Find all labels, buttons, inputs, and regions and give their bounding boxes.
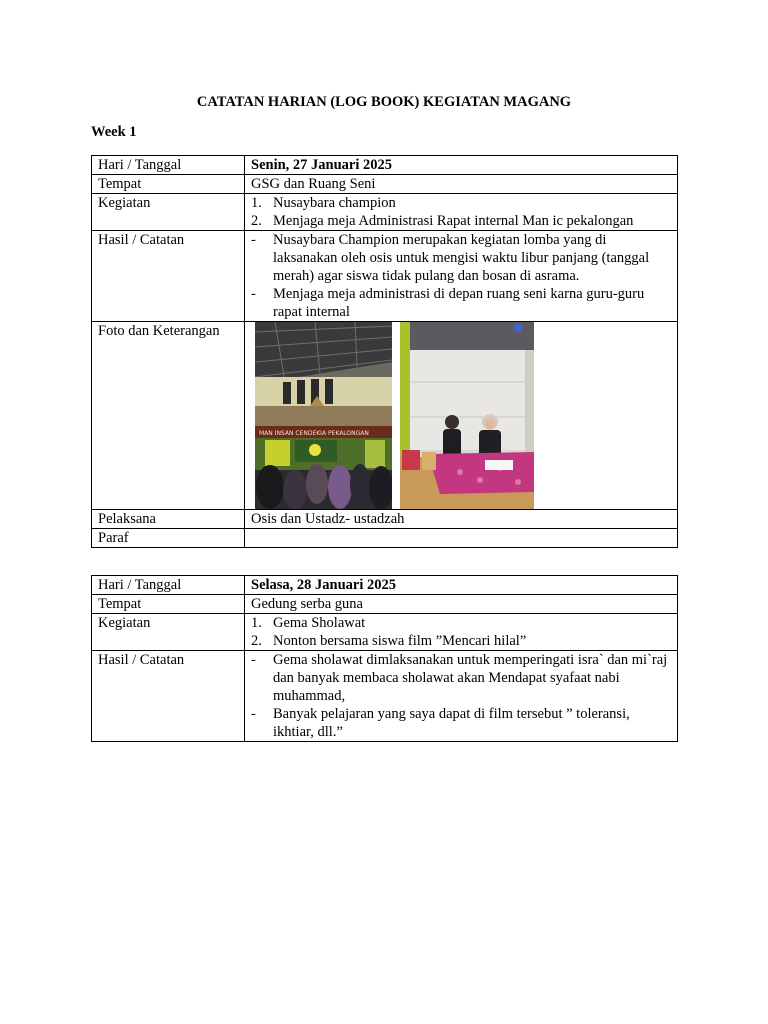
- tempat-label: Tempat: [92, 175, 245, 194]
- list-item: [251, 231, 671, 285]
- photo-hall-event: [255, 322, 392, 509]
- list-item-text: Menjaga meja Administrasi Rapat internal Man ic pekalongan: [273, 213, 634, 229]
- kegiatan-label: Kegiatan: [92, 194, 245, 231]
- week-label: Week 1: [91, 124, 137, 140]
- row-tempat: [92, 175, 678, 194]
- hasil-list: [251, 231, 671, 321]
- row-tempat: [92, 595, 678, 614]
- tempat-value: GSG dan Ruang Seni: [245, 175, 678, 194]
- list-item-text: Gema sholawat dimlaksanakan untuk memperingati isra` dan mi`raj dan banyak membaca sholawat akan Mendapat syafaat nabi muhammad,: [273, 652, 668, 704]
- photo-admin-desk: [400, 322, 534, 509]
- row-kegiatan: [92, 614, 678, 651]
- photo-banner-text: MAN INSAN CENDEKIA PEKALONGAN: [259, 430, 369, 437]
- row-foto: [92, 322, 678, 510]
- row-paraf: [92, 529, 678, 548]
- kegiatan-cell: [245, 614, 678, 651]
- list-item: [251, 651, 671, 705]
- paraf-value: [245, 529, 678, 548]
- row-pelaksana: [92, 510, 678, 529]
- list-item: [251, 632, 671, 650]
- list-item: [251, 285, 671, 321]
- list-item-text: Nusaybara Champion merupakan kegiatan lomba yang di laksanakan oleh osis untuk mengisi waktu libur panjang (tanggal merah) agar siswa tidak pulang dan bosan di asrama.: [273, 232, 650, 284]
- photo-gallery: [245, 322, 677, 509]
- hasil-cell: [245, 231, 678, 322]
- list-item: [251, 705, 671, 741]
- list-item-text: Nusaybara champion: [273, 195, 396, 211]
- log-table-2: [91, 575, 678, 742]
- list-item-text: Nonton bersama siswa film ”Mencari hilal”: [273, 633, 527, 649]
- list-marker: -: [251, 286, 256, 302]
- list-item: [251, 194, 671, 212]
- hari-value: Senin, 27 Januari 2025: [245, 156, 678, 175]
- list-marker: 1.: [251, 195, 262, 211]
- row-hari: [92, 156, 678, 175]
- list-item-text: Gema Sholawat: [273, 615, 366, 631]
- foto-label: Foto dan Keterangan: [92, 322, 245, 510]
- paraf-label: Paraf: [92, 529, 245, 548]
- hasil-label: Hasil / Catatan: [92, 231, 245, 322]
- list-item: [251, 614, 671, 632]
- list-item-text: Banyak pelajaran yang saya dapat di film tersebut ” toleransi, ikhtiar, dll.”: [273, 706, 630, 740]
- kegiatan-list: [251, 614, 671, 650]
- foto-cell: [245, 322, 678, 510]
- row-hasil: [92, 231, 678, 322]
- tempat-label: Tempat: [92, 595, 245, 614]
- list-marker: -: [251, 652, 256, 668]
- list-marker: 2.: [251, 213, 262, 229]
- row-kegiatan: [92, 194, 678, 231]
- list-item-text: Menjaga meja administrasi di depan ruang seni karna guru-guru rapat internal: [273, 286, 645, 320]
- log-table-1: [91, 155, 678, 548]
- list-marker: 1.: [251, 615, 262, 631]
- hari-value: Selasa, 28 Januari 2025: [245, 576, 678, 595]
- hasil-cell: [245, 651, 678, 742]
- list-item: [251, 212, 671, 230]
- kegiatan-label: Kegiatan: [92, 614, 245, 651]
- kegiatan-cell: [245, 194, 678, 231]
- list-marker: 2.: [251, 633, 262, 649]
- pelaksana-label: Pelaksana: [92, 510, 245, 529]
- tempat-value: Gedung serba guna: [245, 595, 678, 614]
- row-hari: [92, 576, 678, 595]
- hasil-list: [251, 651, 671, 741]
- hari-label: Hari / Tanggal: [92, 156, 245, 175]
- list-marker: -: [251, 232, 256, 248]
- pelaksana-value: Osis dan Ustadz- ustadzah: [245, 510, 678, 529]
- hasil-label: Hasil / Catatan: [92, 651, 245, 742]
- hari-label: Hari / Tanggal: [92, 576, 245, 595]
- row-hasil: [92, 651, 678, 742]
- kegiatan-list: [251, 194, 671, 230]
- list-marker: -: [251, 706, 256, 722]
- page-title: CATATAN HARIAN (LOG BOOK) KEGIATAN MAGANG: [196, 94, 572, 110]
